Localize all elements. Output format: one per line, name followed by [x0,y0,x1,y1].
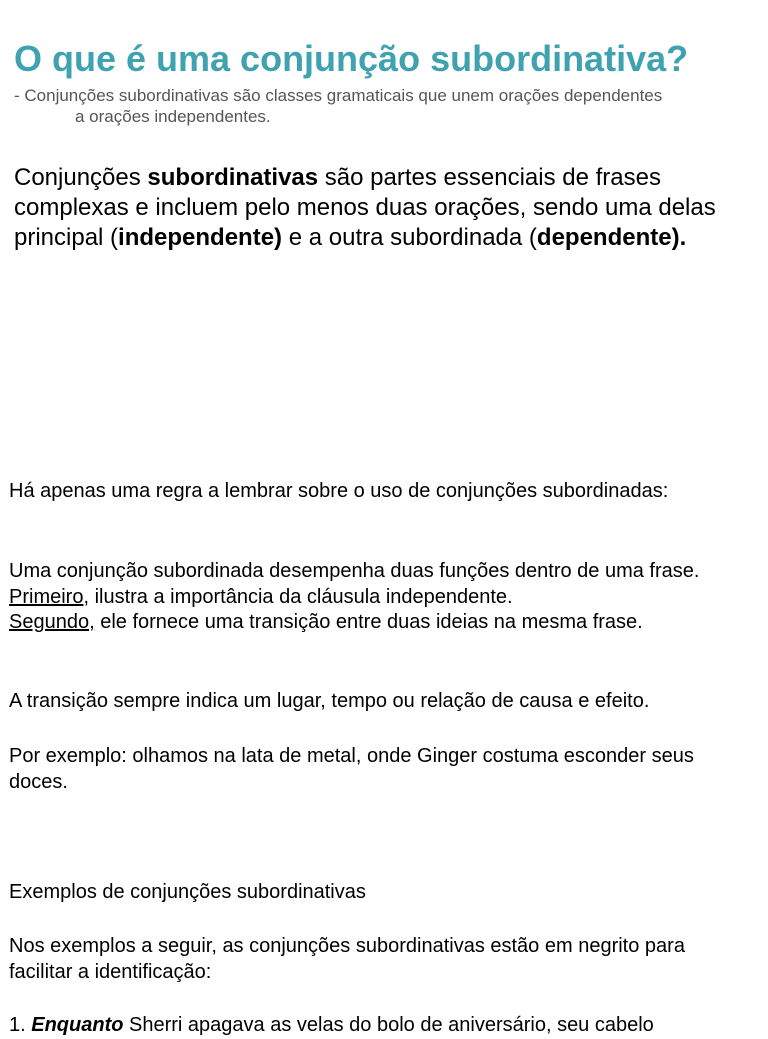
first-text: , ilustra a importância da cláusula independente. [83,585,513,608]
page-title: O que é uma conjunção subordinativa? [14,38,689,79]
functions-text: Uma conjunção subordinada desempenha duas funções dentro de uma frase. [9,560,700,582]
first-label: Primeiro [9,585,84,608]
intro-bold-dependente: dependente). [536,224,687,251]
intro-text-3: e a outra subordinada ( [282,224,537,251]
rule-intro-paragraph: Há apenas uma regra a lembrar sobre o uso de conjunções subordinadas: [9,480,669,502]
page-subtitle [14,85,754,127]
intro-paragraph [14,163,744,253]
subtitle-line-2: a orações independentes. [75,107,271,126]
example-item-conjunction: Enquanto [31,1014,124,1036]
transition-paragraph: A transição sempre indica um lugar, tempo ou relação de causa e efeito. [9,690,650,712]
second-label: Segundo, [9,611,95,633]
functions-paragraph [9,559,749,636]
subtitle-line-1: - Conjunções subordinativas são classes gramaticais que unem orações dependentes [14,86,663,105]
example-item-1 [9,1013,749,1039]
example-item-number: 1. [9,1014,32,1036]
intro-bold-subordinativas: subordinativas [147,164,319,191]
intro-text-2: são partes essenciais de frases complexas e incluem pelo menos duas orações, sendo uma delas principal ( [14,164,716,251]
second-text: ele fornece uma transição entre duas ideias na mesma frase. [94,611,643,633]
intro-bold-independente: independente) [118,224,283,251]
intro-text-1: Conjunções [14,164,148,191]
examples-heading: Exemplos de conjunções subordinativas [9,881,366,903]
example-paragraph: Por exemplo: olhamos na lata de metal, onde Ginger costuma esconder seus doces. [9,745,694,793]
example-item-text: Sherri apagava as velas do bolo de aniversário, seu cabelo [123,1014,654,1036]
examples-intro-paragraph: Nos exemplos a seguir, as conjunções subordinativas estão em negrito para facilitar a identificação: [9,935,685,983]
